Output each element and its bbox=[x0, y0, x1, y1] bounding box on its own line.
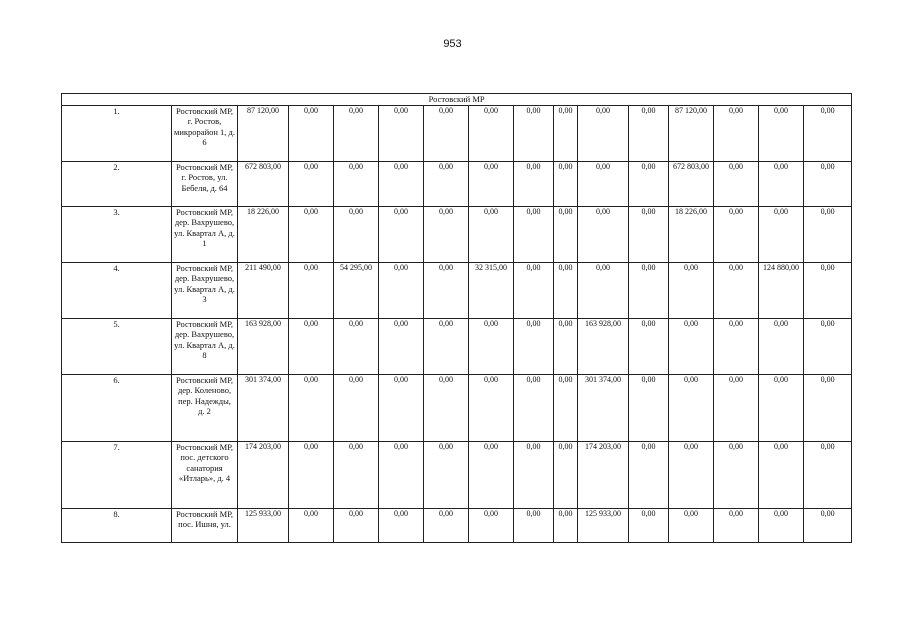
table-row bbox=[62, 105, 852, 161]
data-table bbox=[61, 93, 852, 543]
value-cell: 0,00 bbox=[424, 262, 469, 318]
value-cell: 0,00 bbox=[554, 441, 578, 508]
value-cell: 0,00 bbox=[554, 206, 578, 262]
value-cell: 0,00 bbox=[804, 508, 852, 542]
value-cell: 0,00 bbox=[629, 105, 669, 161]
value-cell: 0,00 bbox=[514, 374, 554, 441]
value-cell: 0,00 bbox=[714, 161, 759, 206]
value-cell: 0,00 bbox=[289, 206, 334, 262]
value-cell: 0,00 bbox=[379, 206, 424, 262]
address-cell: Ростовский МР, дер. Вахрушево, ул. Квартал А, д. 3 bbox=[172, 262, 238, 318]
value-cell: 0,00 bbox=[669, 374, 714, 441]
row-number: 1. bbox=[62, 105, 172, 161]
value-cell: 0,00 bbox=[759, 318, 804, 374]
address-cell: Ростовский МР, пос. Ишня, ул. bbox=[172, 508, 238, 542]
value-cell: 0,00 bbox=[469, 105, 514, 161]
value-cell: 0,00 bbox=[554, 508, 578, 542]
value-cell: 0,00 bbox=[334, 374, 379, 441]
value-cell: 0,00 bbox=[714, 318, 759, 374]
value-cell: 0,00 bbox=[804, 374, 852, 441]
value-cell: 0,00 bbox=[289, 508, 334, 542]
row-number: 4. bbox=[62, 262, 172, 318]
value-cell: 0,00 bbox=[289, 318, 334, 374]
value-cell: 0,00 bbox=[424, 161, 469, 206]
value-cell: 0,00 bbox=[424, 105, 469, 161]
value-cell: 0,00 bbox=[469, 374, 514, 441]
value-cell: 174 203,00 bbox=[578, 441, 629, 508]
value-cell: 0,00 bbox=[289, 441, 334, 508]
value-cell: 0,00 bbox=[629, 318, 669, 374]
value-cell: 0,00 bbox=[629, 441, 669, 508]
value-cell: 0,00 bbox=[804, 105, 852, 161]
address-cell: Ростовский МР, г. Ростов, микрорайон 1, д. 6 bbox=[172, 105, 238, 161]
value-cell: 163 928,00 bbox=[238, 318, 289, 374]
value-cell: 87 120,00 bbox=[238, 105, 289, 161]
address-cell: Ростовский МР, дер. Коленово, пер. Надежды, д. 2 bbox=[172, 374, 238, 441]
table-row bbox=[62, 206, 852, 262]
value-cell: 124 880,00 bbox=[759, 262, 804, 318]
value-cell: 0,00 bbox=[554, 374, 578, 441]
address-cell: Ростовский МР, пос. детского санатория «Итларь», д. 4 bbox=[172, 441, 238, 508]
table-row bbox=[62, 508, 852, 542]
value-cell: 0,00 bbox=[334, 206, 379, 262]
value-cell: 672 803,00 bbox=[238, 161, 289, 206]
value-cell: 0,00 bbox=[804, 262, 852, 318]
value-cell: 0,00 bbox=[714, 441, 759, 508]
table-row bbox=[62, 161, 852, 206]
table-row bbox=[62, 262, 852, 318]
value-cell: 211 490,00 bbox=[238, 262, 289, 318]
value-cell: 0,00 bbox=[714, 374, 759, 441]
table-row bbox=[62, 374, 852, 441]
row-number: 6. bbox=[62, 374, 172, 441]
value-cell: 0,00 bbox=[759, 374, 804, 441]
value-cell: 0,00 bbox=[629, 206, 669, 262]
value-cell: 0,00 bbox=[334, 161, 379, 206]
value-cell: 0,00 bbox=[759, 206, 804, 262]
value-cell: 0,00 bbox=[379, 105, 424, 161]
value-cell: 0,00 bbox=[379, 508, 424, 542]
value-cell: 32 315,00 bbox=[469, 262, 514, 318]
value-cell: 0,00 bbox=[424, 508, 469, 542]
value-cell: 0,00 bbox=[759, 105, 804, 161]
value-cell: 125 933,00 bbox=[578, 508, 629, 542]
value-cell: 54 295,00 bbox=[334, 262, 379, 318]
value-cell: 0,00 bbox=[514, 318, 554, 374]
value-cell: 0,00 bbox=[289, 161, 334, 206]
value-cell: 0,00 bbox=[514, 508, 554, 542]
value-cell: 301 374,00 bbox=[238, 374, 289, 441]
value-cell: 0,00 bbox=[669, 441, 714, 508]
value-cell: 301 374,00 bbox=[578, 374, 629, 441]
value-cell: 0,00 bbox=[424, 374, 469, 441]
value-cell: 0,00 bbox=[469, 161, 514, 206]
value-cell: 0,00 bbox=[578, 161, 629, 206]
value-cell: 0,00 bbox=[289, 374, 334, 441]
region-header-row bbox=[62, 94, 852, 106]
value-cell: 0,00 bbox=[289, 262, 334, 318]
value-cell: 18 226,00 bbox=[238, 206, 289, 262]
value-cell: 0,00 bbox=[514, 206, 554, 262]
value-cell: 0,00 bbox=[554, 318, 578, 374]
value-cell: 87 120,00 bbox=[669, 105, 714, 161]
value-cell: 0,00 bbox=[469, 508, 514, 542]
value-cell: 0,00 bbox=[804, 161, 852, 206]
value-cell: 18 226,00 bbox=[669, 206, 714, 262]
address-cell: Ростовский МР, дер. Вахрушево, ул. Квартал А, д. 8 bbox=[172, 318, 238, 374]
value-cell: 0,00 bbox=[514, 441, 554, 508]
page-number: 953 bbox=[443, 38, 462, 50]
value-cell: 0,00 bbox=[334, 441, 379, 508]
value-cell: 0,00 bbox=[379, 374, 424, 441]
value-cell: 0,00 bbox=[759, 161, 804, 206]
value-cell: 0,00 bbox=[469, 318, 514, 374]
row-number: 3. bbox=[62, 206, 172, 262]
row-number: 2. bbox=[62, 161, 172, 206]
value-cell: 0,00 bbox=[669, 508, 714, 542]
value-cell: 0,00 bbox=[629, 374, 669, 441]
value-cell: 0,00 bbox=[379, 262, 424, 318]
value-cell: 0,00 bbox=[578, 262, 629, 318]
value-cell: 0,00 bbox=[759, 441, 804, 508]
value-cell: 0,00 bbox=[554, 105, 578, 161]
value-cell: 0,00 bbox=[714, 105, 759, 161]
address-cell: Ростовский МР, дер. Вахрушево, ул. Квартал А, д. 1 bbox=[172, 206, 238, 262]
value-cell: 0,00 bbox=[424, 206, 469, 262]
row-number: 5. bbox=[62, 318, 172, 374]
value-cell: 163 928,00 bbox=[578, 318, 629, 374]
value-cell: 0,00 bbox=[379, 441, 424, 508]
value-cell: 0,00 bbox=[578, 206, 629, 262]
value-cell: 0,00 bbox=[759, 508, 804, 542]
table-row bbox=[62, 441, 852, 508]
value-cell: 174 203,00 bbox=[238, 441, 289, 508]
value-cell: 0,00 bbox=[334, 105, 379, 161]
address-cell: Ростовский МР, г. Ростов, ул. Бебеля, д. 64 bbox=[172, 161, 238, 206]
value-cell: 125 933,00 bbox=[238, 508, 289, 542]
row-number: 7. bbox=[62, 441, 172, 508]
table-row bbox=[62, 318, 852, 374]
value-cell: 0,00 bbox=[629, 262, 669, 318]
value-cell: 0,00 bbox=[379, 161, 424, 206]
value-cell: 0,00 bbox=[669, 318, 714, 374]
value-cell: 0,00 bbox=[514, 161, 554, 206]
value-cell: 0,00 bbox=[629, 161, 669, 206]
value-cell: 0,00 bbox=[804, 318, 852, 374]
value-cell: 0,00 bbox=[334, 508, 379, 542]
value-cell: 0,00 bbox=[714, 508, 759, 542]
value-cell: 0,00 bbox=[578, 105, 629, 161]
value-cell: 0,00 bbox=[554, 161, 578, 206]
value-cell: 0,00 bbox=[714, 206, 759, 262]
value-cell: 0,00 bbox=[334, 318, 379, 374]
value-cell: 0,00 bbox=[469, 441, 514, 508]
region-header: Ростовский МР bbox=[62, 94, 852, 106]
value-cell: 0,00 bbox=[424, 441, 469, 508]
value-cell: 0,00 bbox=[714, 262, 759, 318]
value-cell: 0,00 bbox=[289, 105, 334, 161]
value-cell: 0,00 bbox=[804, 441, 852, 508]
value-cell: 0,00 bbox=[629, 508, 669, 542]
value-cell: 0,00 bbox=[469, 206, 514, 262]
value-cell: 0,00 bbox=[424, 318, 469, 374]
value-cell: 0,00 bbox=[514, 105, 554, 161]
value-cell: 672 803,00 bbox=[669, 161, 714, 206]
value-cell: 0,00 bbox=[554, 262, 578, 318]
value-cell: 0,00 bbox=[379, 318, 424, 374]
value-cell: 0,00 bbox=[514, 262, 554, 318]
row-number: 8. bbox=[62, 508, 172, 542]
value-cell: 0,00 bbox=[804, 206, 852, 262]
value-cell: 0,00 bbox=[669, 262, 714, 318]
